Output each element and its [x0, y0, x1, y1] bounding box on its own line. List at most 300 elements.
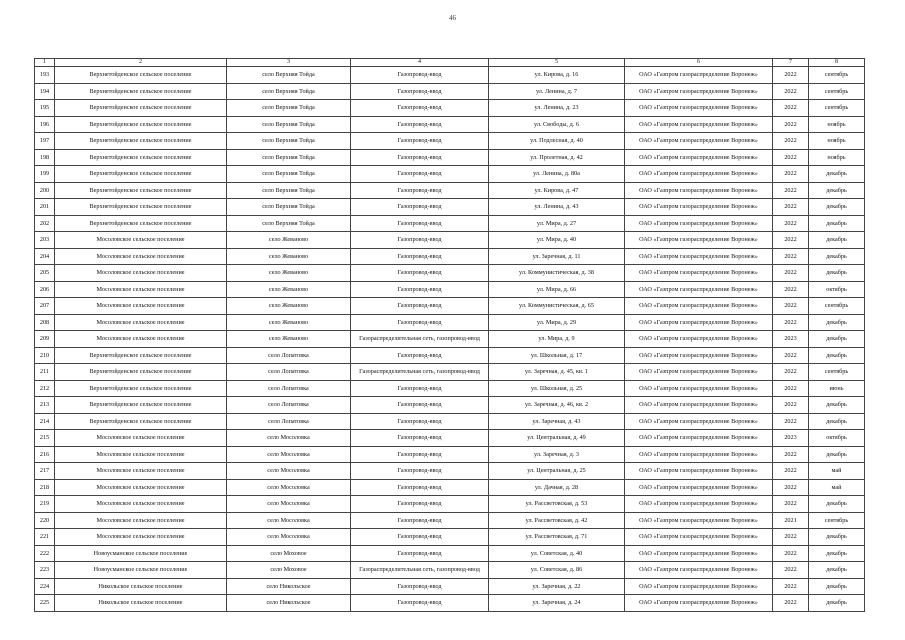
table-row: [35, 232, 865, 249]
organization-cell: ОАО «Газпром газораспределение Воронеж»: [625, 182, 773, 199]
settlement-cell: Верхнетойденское сельское поселение: [55, 397, 227, 414]
object-cell: Газопровод-ввод: [351, 496, 489, 513]
object-cell: Газопровод-ввод: [351, 166, 489, 183]
column-header-3: 3: [227, 59, 351, 67]
organization-cell: ОАО «Газпром газораспределение Воронеж»: [625, 331, 773, 348]
row-number: 206: [35, 281, 55, 298]
settlement-cell: Верхнетойденское сельское поселение: [55, 380, 227, 397]
year-cell: 2022: [773, 496, 809, 513]
table-row: [35, 463, 865, 480]
settlement-cell: Верхнетойденское сельское поселение: [55, 199, 227, 216]
settlement-cell: Верхнетойденское сельское поселение: [55, 116, 227, 133]
address-cell: ул. Мира, д. 9: [489, 331, 625, 348]
address-cell: ул. Заречная, д. 3: [489, 446, 625, 463]
village-cell: село Никольское: [227, 595, 351, 612]
table-row: [35, 413, 865, 430]
table-row: [35, 298, 865, 315]
table-row: [35, 215, 865, 232]
month-cell: декабрь: [809, 347, 865, 364]
row-number: 212: [35, 380, 55, 397]
table-row: [35, 281, 865, 298]
year-cell: 2022: [773, 562, 809, 579]
address-cell: ул. Мира, д. 27: [489, 215, 625, 232]
month-cell: май: [809, 479, 865, 496]
address-cell: ул. Советская, д. 86: [489, 562, 625, 579]
organization-cell: ОАО «Газпром газораспределение Воронеж»: [625, 83, 773, 100]
table-row: [35, 331, 865, 348]
row-number: 198: [35, 149, 55, 166]
organization-cell: ОАО «Газпром газораспределение Воронеж»: [625, 133, 773, 150]
village-cell: село Лопатовка: [227, 364, 351, 381]
settlement-cell: Мосоловское сельское поселение: [55, 248, 227, 265]
settlement-cell: Мосоловское сельское поселение: [55, 232, 227, 249]
year-cell: 2022: [773, 413, 809, 430]
organization-cell: ОАО «Газпром газораспределение Воронеж»: [625, 100, 773, 117]
month-cell: декабрь: [809, 166, 865, 183]
village-cell: село Лопатовка: [227, 347, 351, 364]
month-cell: сентябрь: [809, 364, 865, 381]
village-cell: село Мосоловка: [227, 479, 351, 496]
year-cell: 2022: [773, 545, 809, 562]
row-number: 203: [35, 232, 55, 249]
settlement-cell: Никольское сельское поселение: [55, 595, 227, 612]
address-cell: ул. Коммунистическая, д. 65: [489, 298, 625, 315]
address-cell: ул. Заречная, д. 46, кв. 2: [489, 397, 625, 414]
organization-cell: ОАО «Газпром газораспределение Воронеж»: [625, 380, 773, 397]
address-cell: ул. Рассветовская, д. 53: [489, 496, 625, 513]
organization-cell: ОАО «Газпром газораспределение Воронеж»: [625, 166, 773, 183]
settlement-cell: Мосоловское сельское поселение: [55, 463, 227, 480]
month-cell: декабрь: [809, 578, 865, 595]
year-cell: 2022: [773, 578, 809, 595]
header-row: [35, 59, 865, 67]
row-number: 205: [35, 265, 55, 282]
settlement-cell: Верхнетойденское сельское поселение: [55, 83, 227, 100]
organization-cell: ОАО «Газпром газораспределение Воронеж»: [625, 67, 773, 84]
year-cell: 2022: [773, 116, 809, 133]
year-cell: 2022: [773, 149, 809, 166]
month-cell: сентябрь: [809, 100, 865, 117]
row-number: 207: [35, 298, 55, 315]
address-cell: ул. Ленина, д. 7: [489, 83, 625, 100]
table-row: [35, 265, 865, 282]
address-cell: ул. Школьная, д. 17: [489, 347, 625, 364]
table-row: [35, 380, 865, 397]
month-cell: ноябрь: [809, 116, 865, 133]
address-cell: ул. Центральная, д. 49: [489, 430, 625, 447]
object-cell: Газопровод-ввод: [351, 116, 489, 133]
organization-cell: ОАО «Газпром газораспределение Воронеж»: [625, 562, 773, 579]
organization-cell: ОАО «Газпром газораспределение Воронеж»: [625, 413, 773, 430]
table-row: [35, 430, 865, 447]
table-body: [35, 67, 865, 612]
row-number: 210: [35, 347, 55, 364]
settlement-cell: Мосоловское сельское поселение: [55, 298, 227, 315]
settlement-cell: Мосоловское сельское поселение: [55, 314, 227, 331]
year-cell: 2022: [773, 595, 809, 612]
year-cell: 2022: [773, 347, 809, 364]
row-number: 215: [35, 430, 55, 447]
year-cell: 2022: [773, 232, 809, 249]
address-cell: ул. Ленина, д. 23: [489, 100, 625, 117]
organization-cell: ОАО «Газпром газораспределение Воронеж»: [625, 232, 773, 249]
object-cell: Газопровод-ввод: [351, 595, 489, 612]
row-number: 223: [35, 562, 55, 579]
settlement-cell: Мосоловское сельское поселение: [55, 331, 227, 348]
table-row: [35, 248, 865, 265]
table-row: [35, 83, 865, 100]
object-cell: Газопровод-ввод: [351, 347, 489, 364]
settlement-cell: Верхнетойденское сельское поселение: [55, 364, 227, 381]
organization-cell: ОАО «Газпром газораспределение Воронеж»: [625, 578, 773, 595]
month-cell: декабрь: [809, 446, 865, 463]
organization-cell: ОАО «Газпром газораспределение Воронеж»: [625, 265, 773, 282]
address-cell: ул. Заречная, д. 43: [489, 413, 625, 430]
village-cell: село Мосоловка: [227, 430, 351, 447]
month-cell: сентябрь: [809, 298, 865, 315]
year-cell: 2022: [773, 529, 809, 546]
address-cell: ул. Ленина, д. 43: [489, 199, 625, 216]
object-cell: Газопровод-ввод: [351, 430, 489, 447]
column-header-8: 8: [809, 59, 865, 67]
organization-cell: ОАО «Газпром газораспределение Воронеж»: [625, 281, 773, 298]
organization-cell: ОАО «Газпром газораспределение Воронеж»: [625, 512, 773, 529]
settlement-cell: Новоусманское сельское поселение: [55, 562, 227, 579]
address-cell: ул. Мира, д. 66: [489, 281, 625, 298]
address-cell: ул. Школьная, д. 25: [489, 380, 625, 397]
row-number: 197: [35, 133, 55, 150]
organization-cell: ОАО «Газпром газораспределение Воронеж»: [625, 248, 773, 265]
object-cell: Газопровод-ввод: [351, 479, 489, 496]
table-row: [35, 314, 865, 331]
year-cell: 2022: [773, 265, 809, 282]
month-cell: июнь: [809, 380, 865, 397]
table-row: [35, 578, 865, 595]
month-cell: декабрь: [809, 562, 865, 579]
organization-cell: ОАО «Газпром газораспределение Воронеж»: [625, 545, 773, 562]
settlement-cell: Мосоловское сельское поселение: [55, 512, 227, 529]
row-number: 214: [35, 413, 55, 430]
object-cell: Газопровод-ввод: [351, 182, 489, 199]
object-cell: Газопровод-ввод: [351, 298, 489, 315]
month-cell: декабрь: [809, 232, 865, 249]
object-cell: Газопровод-ввод: [351, 512, 489, 529]
row-number: 194: [35, 83, 55, 100]
village-cell: село Лопатовка: [227, 380, 351, 397]
row-number: 216: [35, 446, 55, 463]
settlement-cell: Верхнетойденское сельское поселение: [55, 133, 227, 150]
table-row: [35, 133, 865, 150]
settlement-cell: Верхнетойденское сельское поселение: [55, 182, 227, 199]
organization-cell: ОАО «Газпром газораспределение Воронеж»: [625, 199, 773, 216]
year-cell: 2022: [773, 397, 809, 414]
year-cell: 2022: [773, 133, 809, 150]
month-cell: декабрь: [809, 314, 865, 331]
year-cell: 2022: [773, 67, 809, 84]
row-number: 193: [35, 67, 55, 84]
settlement-cell: Верхнетойденское сельское поселение: [55, 67, 227, 84]
year-cell: 2022: [773, 182, 809, 199]
village-cell: село Верхняя Тойда: [227, 199, 351, 216]
row-number: 201: [35, 199, 55, 216]
year-cell: 2021: [773, 512, 809, 529]
object-cell: Газопровод-ввод: [351, 413, 489, 430]
village-cell: село Лопатовка: [227, 413, 351, 430]
month-cell: декабрь: [809, 182, 865, 199]
address-cell: ул. Центральная, д. 25: [489, 463, 625, 480]
organization-cell: ОАО «Газпром газораспределение Воронеж»: [625, 364, 773, 381]
settlement-cell: Мосоловское сельское поселение: [55, 446, 227, 463]
address-cell: ул. Пролетная, д. 42: [489, 149, 625, 166]
gasification-table: [34, 58, 865, 612]
row-number: 196: [35, 116, 55, 133]
object-cell: Газопровод-ввод: [351, 67, 489, 84]
organization-cell: ОАО «Газпром газораспределение Воронеж»: [625, 463, 773, 480]
settlement-cell: Новоусманское сельское поселение: [55, 545, 227, 562]
address-cell: ул. Коммунистическая, д. 38: [489, 265, 625, 282]
village-cell: село Моховое: [227, 545, 351, 562]
month-cell: ноябрь: [809, 149, 865, 166]
village-cell: село Верхняя Тойда: [227, 83, 351, 100]
table-row: [35, 479, 865, 496]
row-number: 221: [35, 529, 55, 546]
row-number: 219: [35, 496, 55, 513]
settlement-cell: Верхнетойденское сельское поселение: [55, 166, 227, 183]
object-cell: Газопровод-ввод: [351, 380, 489, 397]
address-cell: ул. Свободы, д. 6: [489, 116, 625, 133]
object-cell: Газораспределительная сеть, газопровод-ввод: [351, 364, 489, 381]
organization-cell: ОАО «Газпром газораспределение Воронеж»: [625, 149, 773, 166]
village-cell: село Верхняя Тойда: [227, 100, 351, 117]
organization-cell: ОАО «Газпром газораспределение Воронеж»: [625, 430, 773, 447]
object-cell: Газопровод-ввод: [351, 149, 489, 166]
row-number: 199: [35, 166, 55, 183]
village-cell: село Жеваново: [227, 265, 351, 282]
address-cell: ул. Заречная, д. 24: [489, 595, 625, 612]
village-cell: село Лопатовка: [227, 397, 351, 414]
address-cell: ул. Заречная, д. 11: [489, 248, 625, 265]
table-row: [35, 512, 865, 529]
month-cell: декабрь: [809, 331, 865, 348]
year-cell: 2022: [773, 83, 809, 100]
row-number: 202: [35, 215, 55, 232]
row-number: 225: [35, 595, 55, 612]
settlement-cell: Мосоловское сельское поселение: [55, 430, 227, 447]
organization-cell: ОАО «Газпром газораспределение Воронеж»: [625, 397, 773, 414]
organization-cell: ОАО «Газпром газораспределение Воронеж»: [625, 496, 773, 513]
month-cell: декабрь: [809, 496, 865, 513]
table-row: [35, 67, 865, 84]
year-cell: 2022: [773, 364, 809, 381]
row-number: 195: [35, 100, 55, 117]
month-cell: декабрь: [809, 215, 865, 232]
village-cell: село Верхняя Тойда: [227, 166, 351, 183]
table-row: [35, 595, 865, 612]
village-cell: село Никольское: [227, 578, 351, 595]
village-cell: село Мосоловка: [227, 446, 351, 463]
month-cell: октябрь: [809, 281, 865, 298]
object-cell: Газопровод-ввод: [351, 232, 489, 249]
column-header-6: 6: [625, 59, 773, 67]
village-cell: село Мосоловка: [227, 463, 351, 480]
year-cell: 2023: [773, 430, 809, 447]
organization-cell: ОАО «Газпром газораспределение Воронеж»: [625, 347, 773, 364]
organization-cell: ОАО «Газпром газораспределение Воронеж»: [625, 479, 773, 496]
village-cell: село Жеваново: [227, 281, 351, 298]
object-cell: Газопровод-ввод: [351, 133, 489, 150]
address-cell: ул. Советская, д. 40: [489, 545, 625, 562]
object-cell: Газопровод-ввод: [351, 83, 489, 100]
row-number: 213: [35, 397, 55, 414]
village-cell: село Жеваново: [227, 298, 351, 315]
address-cell: ул. Ленина, д. 80а: [489, 166, 625, 183]
object-cell: Газопровод-ввод: [351, 397, 489, 414]
month-cell: май: [809, 463, 865, 480]
table-row: [35, 562, 865, 579]
table-row: [35, 545, 865, 562]
column-header-5: 5: [489, 59, 625, 67]
village-cell: село Верхняя Тойда: [227, 149, 351, 166]
object-cell: Газопровод-ввод: [351, 545, 489, 562]
village-cell: село Жеваново: [227, 248, 351, 265]
year-cell: 2022: [773, 314, 809, 331]
object-cell: Газопровод-ввод: [351, 446, 489, 463]
row-number: 200: [35, 182, 55, 199]
column-header-2: 2: [55, 59, 227, 67]
object-cell: Газопровод-ввод: [351, 281, 489, 298]
column-header-1: 1: [35, 59, 55, 67]
month-cell: декабрь: [809, 397, 865, 414]
object-cell: Газораспределительная сеть, газопровод-ввод: [351, 562, 489, 579]
object-cell: Газопровод-ввод: [351, 215, 489, 232]
object-cell: Газораспределительная сеть, газопровод-ввод: [351, 331, 489, 348]
month-cell: декабрь: [809, 545, 865, 562]
object-cell: Газопровод-ввод: [351, 265, 489, 282]
address-cell: ул. Подлесная, д. 40: [489, 133, 625, 150]
table-row: [35, 116, 865, 133]
table-row: [35, 446, 865, 463]
month-cell: декабрь: [809, 265, 865, 282]
month-cell: декабрь: [809, 529, 865, 546]
table-row: [35, 182, 865, 199]
address-cell: ул. Рассветовская, д. 71: [489, 529, 625, 546]
settlement-cell: Мосоловское сельское поселение: [55, 529, 227, 546]
address-cell: ул. Кирова, д. 47: [489, 182, 625, 199]
table-row: [35, 397, 865, 414]
address-cell: ул. Дачная, д. 28: [489, 479, 625, 496]
month-cell: сентябрь: [809, 67, 865, 84]
year-cell: 2023: [773, 331, 809, 348]
object-cell: Газопровод-ввод: [351, 314, 489, 331]
settlement-cell: Никольское сельское поселение: [55, 578, 227, 595]
address-cell: ул. Заречная, д. 45, кв. 1: [489, 364, 625, 381]
table-row: [35, 100, 865, 117]
year-cell: 2022: [773, 479, 809, 496]
year-cell: 2022: [773, 100, 809, 117]
object-cell: Газопровод-ввод: [351, 248, 489, 265]
month-cell: декабрь: [809, 413, 865, 430]
year-cell: 2022: [773, 281, 809, 298]
address-cell: ул. Мира, д. 40: [489, 232, 625, 249]
organization-cell: ОАО «Газпром газораспределение Воронеж»: [625, 116, 773, 133]
village-cell: село Верхняя Тойда: [227, 116, 351, 133]
table-row: [35, 529, 865, 546]
row-number: 209: [35, 331, 55, 348]
village-cell: село Жеваново: [227, 331, 351, 348]
table-row: [35, 166, 865, 183]
address-cell: ул. Заречная, д. 22: [489, 578, 625, 595]
address-cell: ул. Рассветовская, д. 42: [489, 512, 625, 529]
settlement-cell: Верхнетойденское сельское поселение: [55, 215, 227, 232]
year-cell: 2022: [773, 446, 809, 463]
row-number: 222: [35, 545, 55, 562]
village-cell: село Мосоловка: [227, 496, 351, 513]
column-header-4: 4: [351, 59, 489, 67]
address-cell: ул. Кирова, д. 16: [489, 67, 625, 84]
settlement-cell: Мосоловское сельское поселение: [55, 479, 227, 496]
row-number: 224: [35, 578, 55, 595]
organization-cell: ОАО «Газпром газораспределение Воронеж»: [625, 298, 773, 315]
settlement-cell: Мосоловское сельское поселение: [55, 281, 227, 298]
organization-cell: ОАО «Газпром газораспределение Воронеж»: [625, 215, 773, 232]
table-row: [35, 149, 865, 166]
row-number: 217: [35, 463, 55, 480]
row-number: 204: [35, 248, 55, 265]
settlement-cell: Верхнетойденское сельское поселение: [55, 100, 227, 117]
month-cell: декабрь: [809, 595, 865, 612]
village-cell: село Верхняя Тойда: [227, 133, 351, 150]
village-cell: село Верхняя Тойда: [227, 215, 351, 232]
row-number: 218: [35, 479, 55, 496]
settlement-cell: Мосоловское сельское поселение: [55, 496, 227, 513]
object-cell: Газопровод-ввод: [351, 463, 489, 480]
row-number: 220: [35, 512, 55, 529]
year-cell: 2022: [773, 166, 809, 183]
organization-cell: ОАО «Газпром газораспределение Воронеж»: [625, 529, 773, 546]
page-number: 46: [449, 14, 456, 22]
table-row: [35, 347, 865, 364]
village-cell: село Жеваново: [227, 314, 351, 331]
month-cell: декабрь: [809, 199, 865, 216]
organization-cell: ОАО «Газпром газораспределение Воронеж»: [625, 595, 773, 612]
year-cell: 2022: [773, 215, 809, 232]
month-cell: сентябрь: [809, 83, 865, 100]
month-cell: декабрь: [809, 248, 865, 265]
table-row: [35, 496, 865, 513]
month-cell: сентябрь: [809, 512, 865, 529]
object-cell: Газопровод-ввод: [351, 529, 489, 546]
village-cell: село Мосоловка: [227, 512, 351, 529]
object-cell: Газопровод-ввод: [351, 199, 489, 216]
village-cell: село Жеваново: [227, 232, 351, 249]
year-cell: 2022: [773, 380, 809, 397]
column-header-7: 7: [773, 59, 809, 67]
year-cell: 2022: [773, 199, 809, 216]
table-row: [35, 199, 865, 216]
address-cell: ул. Мира, д. 29: [489, 314, 625, 331]
settlement-cell: Верхнетойденское сельское поселение: [55, 347, 227, 364]
row-number: 208: [35, 314, 55, 331]
month-cell: октябрь: [809, 430, 865, 447]
year-cell: 2022: [773, 463, 809, 480]
object-cell: Газопровод-ввод: [351, 100, 489, 117]
month-cell: ноябрь: [809, 133, 865, 150]
village-cell: село Верхняя Тойда: [227, 182, 351, 199]
table-row: [35, 364, 865, 381]
organization-cell: ОАО «Газпром газораспределение Воронеж»: [625, 446, 773, 463]
settlement-cell: Верхнетойденское сельское поселение: [55, 149, 227, 166]
village-cell: село Верхняя Тойда: [227, 67, 351, 84]
